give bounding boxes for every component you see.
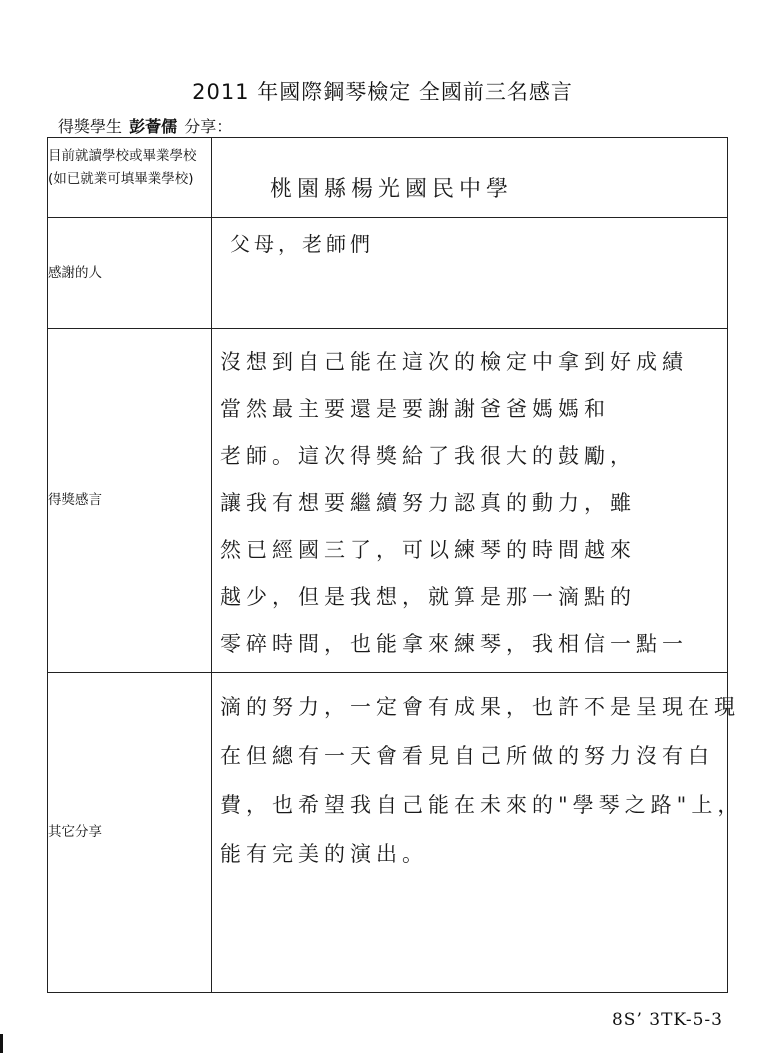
school-value: 桃園縣楊光國民中學 bbox=[270, 177, 514, 202]
award-line: 老師。這次得獎給了我很大的鼓勵， bbox=[220, 444, 636, 468]
award-line: 越少，但是我想，就算是那一滴點的 bbox=[220, 585, 636, 609]
row-award bbox=[48, 329, 728, 673]
award-line: 讓我有想要繼續努力認真的動力，雖 bbox=[220, 491, 636, 515]
other-line: 費，也希望我自己能在未來的"學琴之路"上， bbox=[220, 793, 744, 817]
scan-edge-mark bbox=[0, 1034, 3, 1053]
student-line bbox=[58, 114, 232, 137]
thanks-value: 父母，老師們 bbox=[230, 232, 374, 256]
testimonial-form bbox=[47, 137, 744, 993]
row-other bbox=[48, 673, 728, 993]
award-line: 零碎時間，也能拿來練琴，我相信一點一 bbox=[220, 632, 688, 656]
page-title: 2011 年國際鋼琴檢定 全國前三名感言 bbox=[192, 80, 573, 104]
label-thanks: 感謝的人 bbox=[48, 218, 212, 329]
student-name: 彭薈儒 bbox=[129, 117, 178, 136]
other-line: 在但總有一天會看見自己所做的努力沒有白 bbox=[220, 744, 714, 768]
award-line: 當然最主要還是要謝謝爸爸媽媽和 bbox=[220, 397, 610, 421]
award-text bbox=[220, 339, 688, 668]
label-award: 得獎感言 bbox=[48, 329, 212, 673]
student-suffix: 分享： bbox=[184, 117, 233, 136]
award-line: 然已經國三了，可以練琴的時間越來 bbox=[220, 538, 636, 562]
award-line: 沒想到自己能在這次的檢定中拿到好成績 bbox=[220, 350, 688, 374]
student-prefix: 得獎學生 bbox=[58, 117, 123, 136]
other-line: 能有完美的演出。 bbox=[220, 842, 428, 866]
row-school bbox=[48, 138, 728, 218]
row-thanks bbox=[48, 218, 728, 329]
content-other bbox=[212, 673, 744, 993]
content-thanks bbox=[212, 218, 728, 329]
label-other: 其它分享 bbox=[48, 673, 212, 993]
other-text bbox=[220, 683, 743, 879]
content-award bbox=[212, 329, 728, 673]
other-line: 滴的努力，一定會有成果，也許不是呈現在現 bbox=[220, 695, 740, 719]
label-school: 目前就讀學校或畢業學校(如已就業可填畢業學校) bbox=[48, 138, 212, 218]
document-code: 8S’ 3TK-5-3 bbox=[611, 1010, 723, 1030]
content-school bbox=[212, 138, 728, 218]
